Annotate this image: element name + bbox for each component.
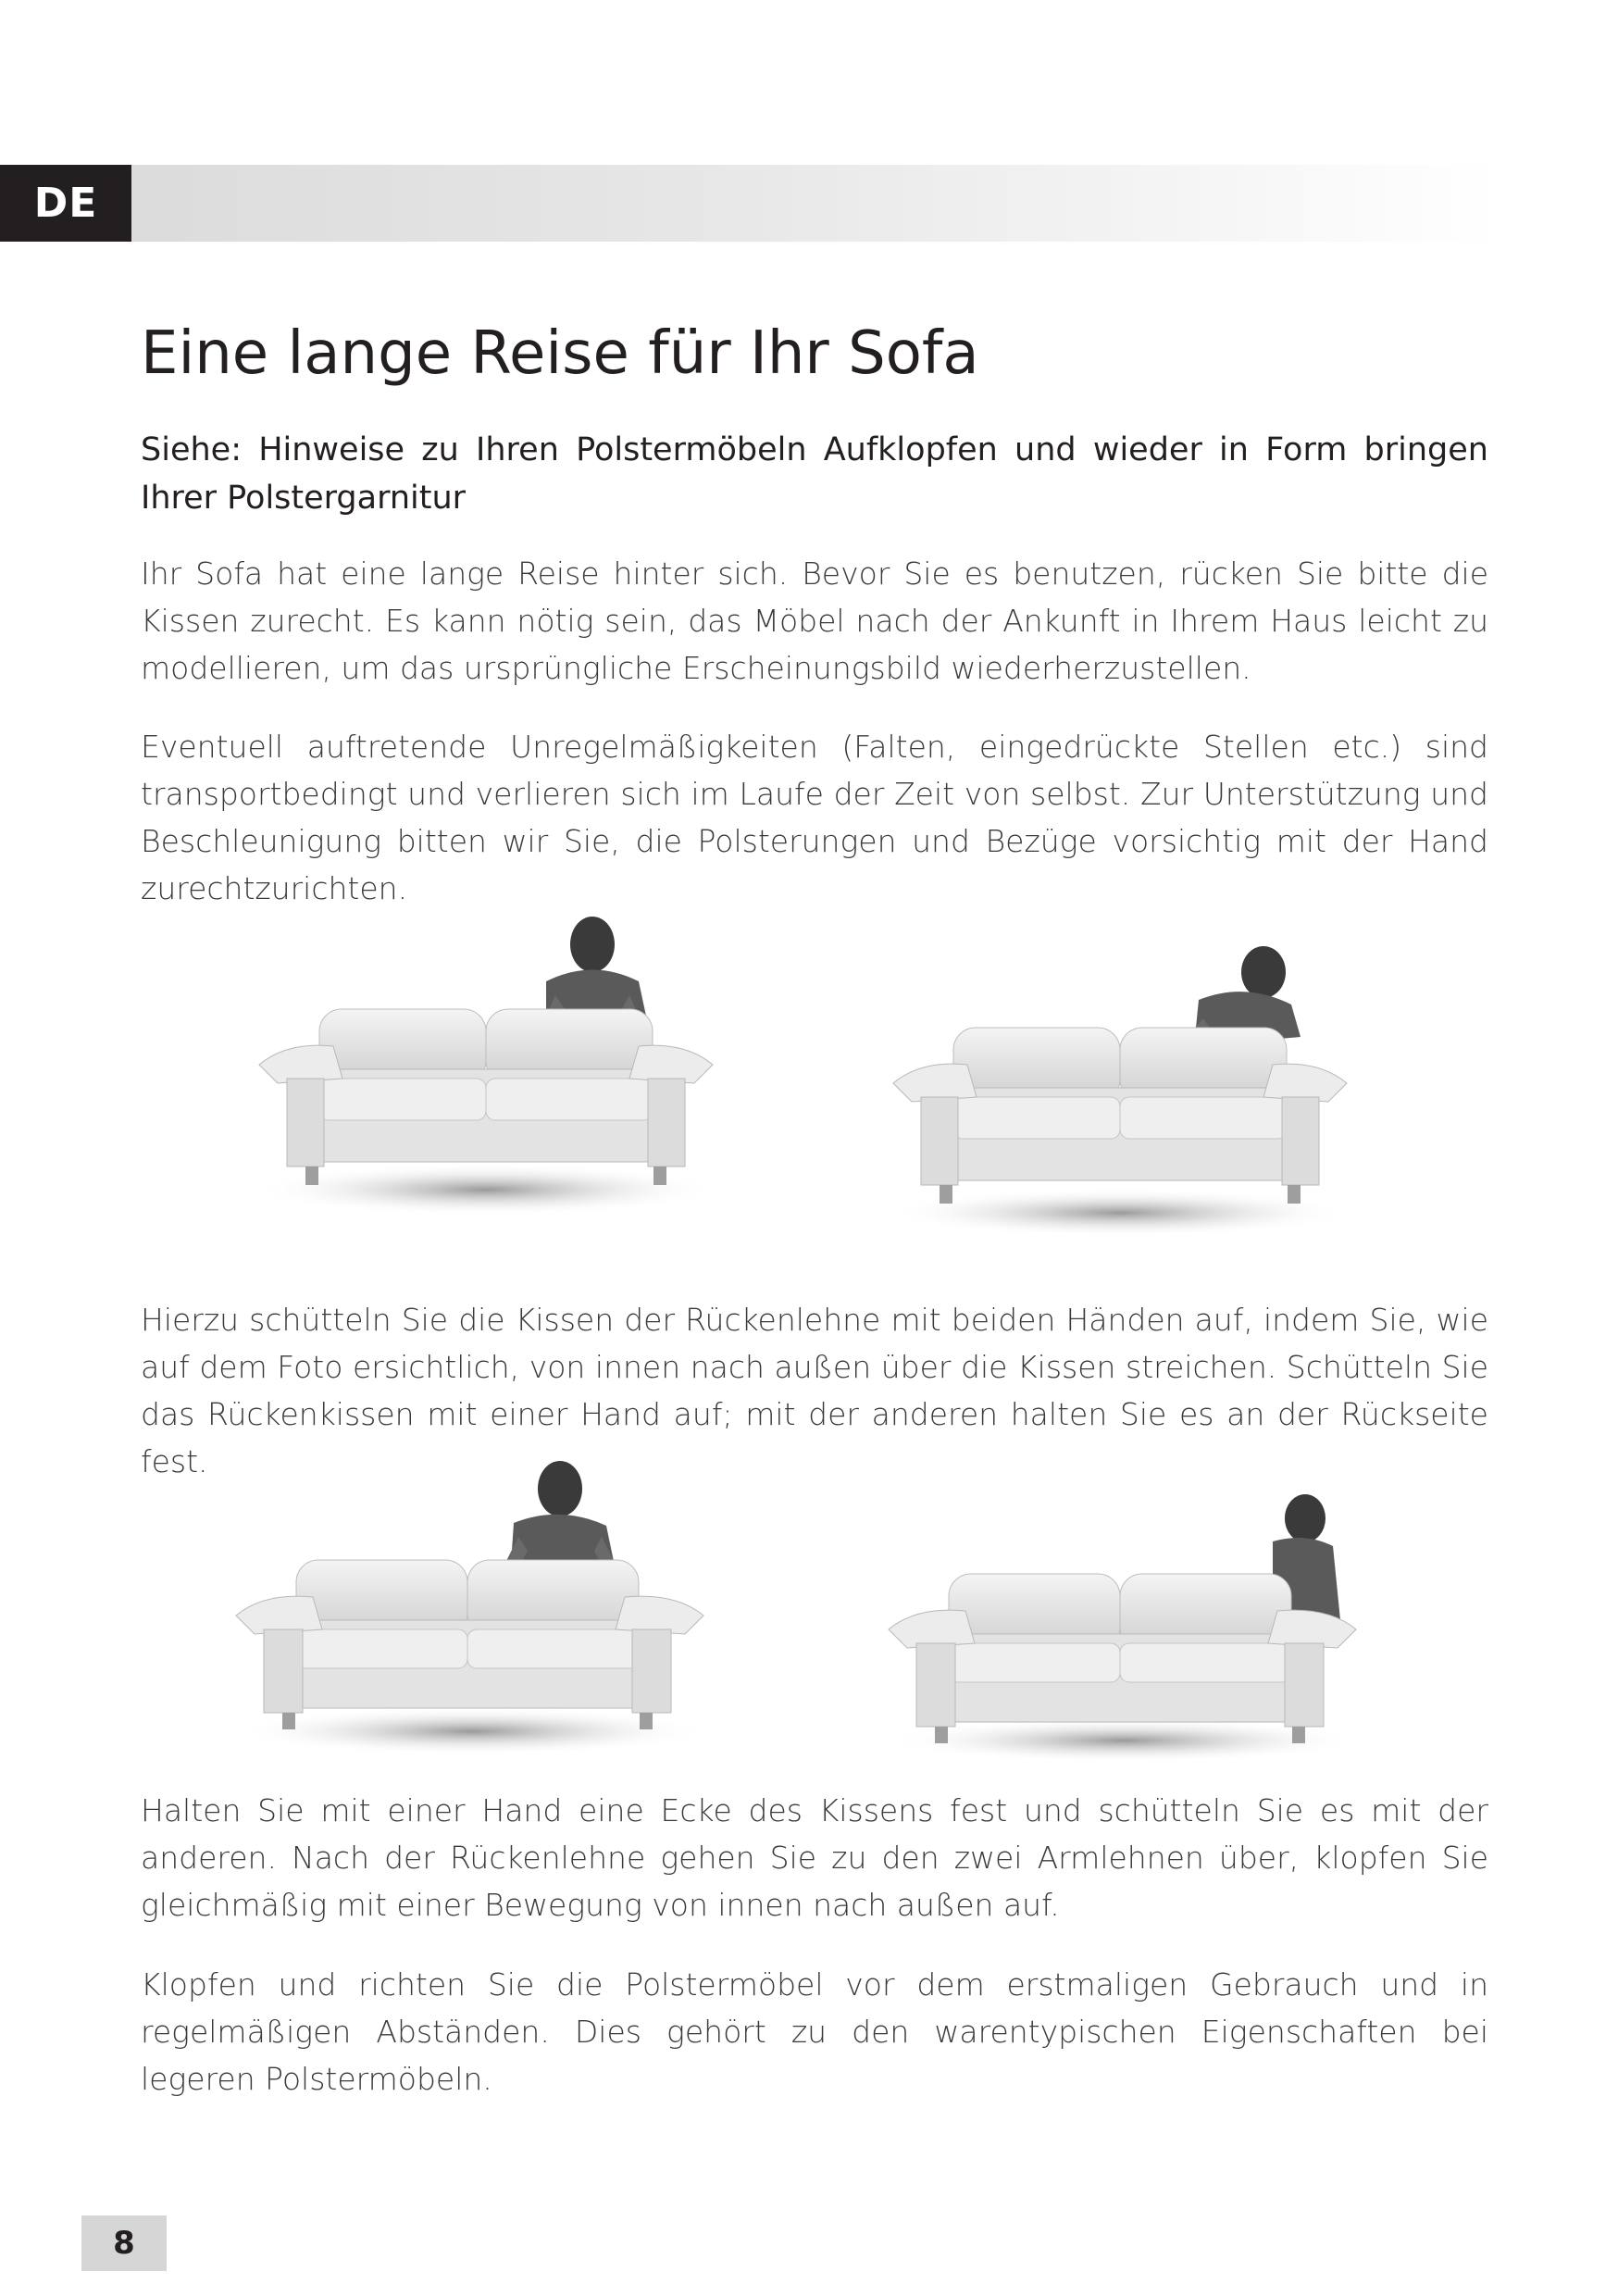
subtitle: Siehe: Hinweise zu Ihren Polstermöbeln Aufklopfen und wieder in Form bringen Ihrer Polstergarnitur	[141, 431, 1488, 517]
paragraph-intro: Ihr Sofa hat eine lange Reise hinter sich. Bevor Sie es benutzen, rücken Sie bitte die Kissen zurecht. Es kann nötig sein, das Möbel nach der Ankunft in Ihrem Haus leicht zu modellieren, um das ursprüngliche Erscheinungsbild wiederherzustellen.	[141, 555, 1488, 686]
sofa-photo-1	[250, 907, 722, 1222]
paragraph-instructions: Hierzu schütteln Sie die Kissen der Rückenlehne mit beiden Händen auf, indem Sie, wie auf dem Foto ersichtlich, von innen nach außen über die Kissen streichen. Schütteln Sie das Rückenkissen mit einer Hand auf; mit der anderen halten Sie es an der Rückseite fest.	[141, 1302, 1488, 1479]
sofa-photo-4	[884, 1491, 1365, 1768]
page-title: Eine lange Reise für Ihr Sofa	[141, 319, 979, 388]
paragraph-irregularities: Eventuell auftretende Unregelmäßigkeiten (Falten, eingedrückte Stellen etc.) sind transportbedingt und verlieren sich im Laufe der Zeit von selbst. Zur Unterstützung und Beschleunigung bitten wir Sie, die Polsterungen und Bezüge vorsichtig mit der Hand zurechtzurichten.	[141, 729, 1488, 906]
paragraph-regular-care: Klopfen und richten Sie die Polstermöbel vor dem erstmaligen Gebrauch und in regelmäßigen Abständen. Dies gehört zu den warentypischen Eigenschaften bei legeren Polstermöbeln.	[141, 1966, 1488, 2097]
sofa-photo-2	[884, 935, 1356, 1241]
language-band	[0, 165, 1500, 242]
language-tag: DE	[0, 165, 131, 242]
page-number: 8	[81, 2215, 167, 2271]
sofa-photo-3	[231, 1454, 713, 1759]
paragraph-hold-cushion: Halten Sie mit einer Hand eine Ecke des Kissens fest und schütteln Sie es mit der anderen. Nach der Rückenlehne gehen Sie zu den zwei Armlehnen über, klopfen Sie gleichmäßig mit einer Bewegung von innen nach außen auf.	[141, 1792, 1488, 1923]
